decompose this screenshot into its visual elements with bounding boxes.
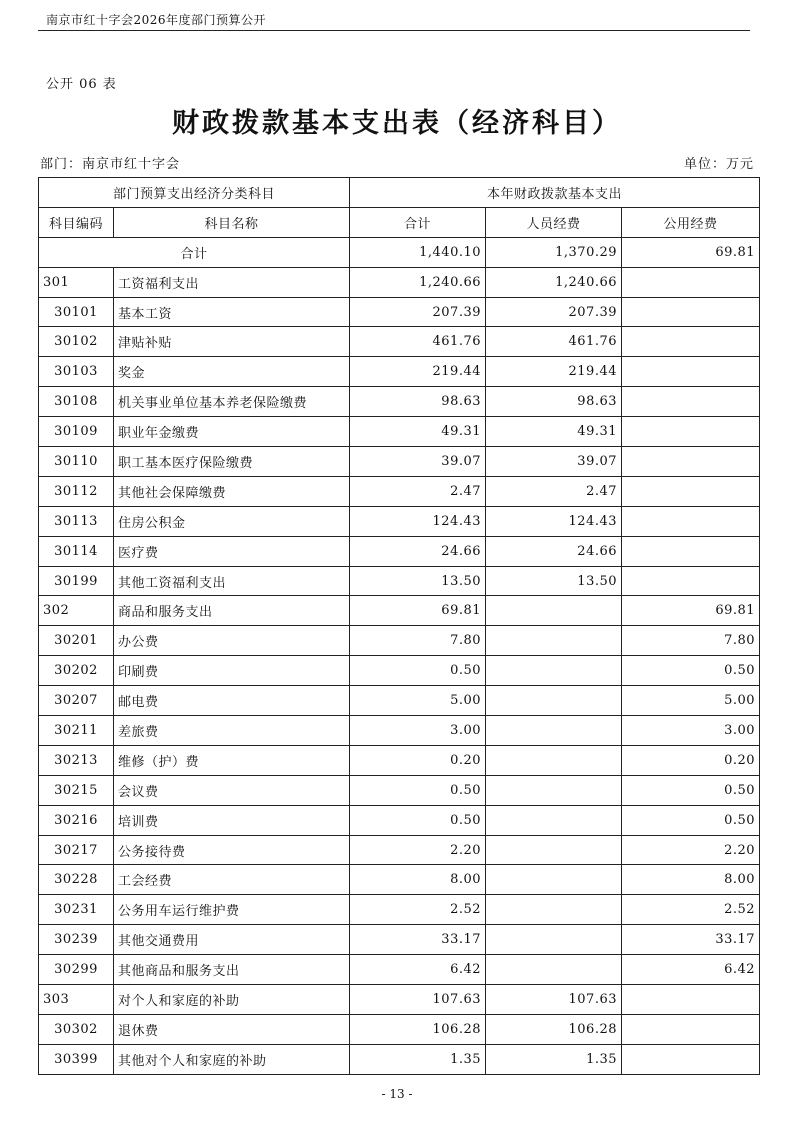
cell-name: 维修（护）费 — [114, 745, 350, 775]
cell-code: 30109 — [39, 417, 114, 447]
table-row — [39, 506, 760, 536]
cell-code: 30213 — [39, 745, 114, 775]
cell-total: 0.50 — [350, 656, 486, 686]
cell-code: 30110 — [39, 447, 114, 477]
cell-public: 0.20 — [622, 745, 760, 775]
cell-public — [622, 985, 760, 1015]
cell-code: 30113 — [39, 506, 114, 536]
cell-total: 98.63 — [350, 387, 486, 417]
cell-code: 30231 — [39, 895, 114, 925]
cell-total: 107.63 — [350, 985, 486, 1015]
cell-code: 30114 — [39, 536, 114, 566]
cell-personnel: 24.66 — [486, 536, 622, 566]
cell-name: 其他工资福利支出 — [114, 566, 350, 596]
cell-total: 1,240.66 — [350, 267, 486, 297]
cell-name: 差旅费 — [114, 716, 350, 746]
cell-name: 住房公积金 — [114, 506, 350, 536]
table-column-header-row — [39, 207, 760, 237]
cell-total: 5.00 — [350, 686, 486, 716]
cell-public — [622, 506, 760, 536]
table-row — [39, 745, 760, 775]
cell-code: 30299 — [39, 955, 114, 985]
group-header-classification: 部门预算支出经济分类科目 — [39, 178, 350, 208]
total-row-personnel: 1,370.29 — [486, 237, 622, 267]
cell-total: 3.00 — [350, 716, 486, 746]
table-row — [39, 626, 760, 656]
table-row — [39, 476, 760, 506]
column-header-code: 科目编码 — [39, 207, 114, 237]
cell-total: 106.28 — [350, 1014, 486, 1044]
page-title: 财政拨款基本支出表（经济科目） — [172, 108, 622, 139]
table-row — [39, 985, 760, 1015]
cell-public: 2.52 — [622, 895, 760, 925]
cell-public: 6.42 — [622, 955, 760, 985]
cell-personnel: 1.35 — [486, 1044, 622, 1074]
table-row — [39, 716, 760, 746]
cell-code: 30102 — [39, 327, 114, 357]
cell-personnel — [486, 925, 622, 955]
cell-code: 30399 — [39, 1044, 114, 1074]
cell-total: 39.07 — [350, 447, 486, 477]
table-row — [39, 447, 760, 477]
cell-personnel — [486, 596, 622, 626]
cell-personnel: 106.28 — [486, 1014, 622, 1044]
cell-public: 69.81 — [622, 596, 760, 626]
group-header-basic-expenditure: 本年财政拨款基本支出 — [350, 178, 760, 208]
cell-name: 公务接待费 — [114, 835, 350, 865]
cell-code: 30108 — [39, 387, 114, 417]
cell-total: 0.50 — [350, 775, 486, 805]
cell-personnel: 98.63 — [486, 387, 622, 417]
table-row — [39, 656, 760, 686]
cell-personnel — [486, 865, 622, 895]
cell-public — [622, 267, 760, 297]
table-row — [39, 327, 760, 357]
table-row — [39, 1014, 760, 1044]
cell-public: 2.20 — [622, 835, 760, 865]
cell-total: 24.66 — [350, 536, 486, 566]
table-row — [39, 387, 760, 417]
cell-code: 30207 — [39, 686, 114, 716]
cell-total: 0.20 — [350, 745, 486, 775]
cell-total: 461.76 — [350, 327, 486, 357]
table-row — [39, 417, 760, 447]
total-row-public: 69.81 — [622, 237, 760, 267]
cell-code: 30215 — [39, 775, 114, 805]
cell-name: 基本工资 — [114, 297, 350, 327]
header-rule — [38, 30, 750, 31]
cell-name: 奖金 — [114, 357, 350, 387]
cell-personnel — [486, 895, 622, 925]
cell-public: 8.00 — [622, 865, 760, 895]
cell-public — [622, 297, 760, 327]
table-row — [39, 536, 760, 566]
cell-public: 0.50 — [622, 656, 760, 686]
cell-public — [622, 536, 760, 566]
cell-total: 8.00 — [350, 865, 486, 895]
cell-personnel: 39.07 — [486, 447, 622, 477]
cell-code: 30211 — [39, 716, 114, 746]
cell-name: 工会经费 — [114, 865, 350, 895]
cell-code: 30302 — [39, 1014, 114, 1044]
table-row — [39, 835, 760, 865]
cell-name: 公务用车运行维护费 — [114, 895, 350, 925]
cell-code: 30101 — [39, 297, 114, 327]
cell-code: 30112 — [39, 476, 114, 506]
cell-personnel: 219.44 — [486, 357, 622, 387]
cell-total: 2.20 — [350, 835, 486, 865]
cell-personnel — [486, 716, 622, 746]
cell-name: 培训费 — [114, 805, 350, 835]
running-header: 南京市红十字会2026年度部门预算公开 — [46, 13, 267, 27]
cell-public: 0.50 — [622, 805, 760, 835]
column-header-total: 合计 — [350, 207, 486, 237]
cell-name: 职业年金缴费 — [114, 417, 350, 447]
cell-total: 49.31 — [350, 417, 486, 447]
column-header-public: 公用经费 — [622, 207, 760, 237]
cell-personnel: 49.31 — [486, 417, 622, 447]
cell-name: 其他社会保障缴费 — [114, 476, 350, 506]
table-row — [39, 895, 760, 925]
cell-code: 30202 — [39, 656, 114, 686]
total-row — [39, 237, 760, 267]
cell-name: 机关事业单位基本养老保险缴费 — [114, 387, 350, 417]
cell-public: 3.00 — [622, 716, 760, 746]
cell-total: 7.80 — [350, 626, 486, 656]
cell-code: 30228 — [39, 865, 114, 895]
cell-public: 5.00 — [622, 686, 760, 716]
cell-total: 207.39 — [350, 297, 486, 327]
cell-personnel: 2.47 — [486, 476, 622, 506]
cell-personnel — [486, 775, 622, 805]
cell-name: 会议费 — [114, 775, 350, 805]
cell-total: 69.81 — [350, 596, 486, 626]
cell-personnel: 207.39 — [486, 297, 622, 327]
table-group-header-row — [39, 178, 760, 208]
cell-public: 7.80 — [622, 626, 760, 656]
cell-total: 0.50 — [350, 805, 486, 835]
cell-public — [622, 417, 760, 447]
total-row-label: 合计 — [39, 237, 350, 267]
cell-personnel: 107.63 — [486, 985, 622, 1015]
cell-code: 30201 — [39, 626, 114, 656]
cell-personnel — [486, 656, 622, 686]
cell-code: 301 — [39, 267, 114, 297]
cell-public — [622, 357, 760, 387]
cell-name: 印刷费 — [114, 656, 350, 686]
table-row — [39, 805, 760, 835]
cell-total: 2.47 — [350, 476, 486, 506]
cell-name: 医疗费 — [114, 536, 350, 566]
table-row — [39, 267, 760, 297]
unit-label: 单位：万元 — [683, 157, 754, 172]
page-number: - 13 - — [381, 1087, 413, 1101]
cell-name: 商品和服务支出 — [114, 596, 350, 626]
cell-name: 对个人和家庭的补助 — [114, 985, 350, 1015]
cell-personnel: 124.43 — [486, 506, 622, 536]
cell-code: 30216 — [39, 805, 114, 835]
cell-personnel — [486, 745, 622, 775]
cell-personnel — [486, 626, 622, 656]
table-row — [39, 1044, 760, 1074]
cell-total: 6.42 — [350, 955, 486, 985]
cell-public — [622, 1044, 760, 1074]
cell-personnel: 13.50 — [486, 566, 622, 596]
department-label: 部门：南京市红十字会 — [40, 157, 181, 172]
table-row — [39, 297, 760, 327]
cell-public: 33.17 — [622, 925, 760, 955]
table-row — [39, 566, 760, 596]
cell-code: 303 — [39, 985, 114, 1015]
cell-total: 124.43 — [350, 506, 486, 536]
cell-total: 13.50 — [350, 566, 486, 596]
cell-personnel: 461.76 — [486, 327, 622, 357]
table-row — [39, 925, 760, 955]
cell-public — [622, 1014, 760, 1044]
cell-public — [622, 447, 760, 477]
table-row — [39, 955, 760, 985]
cell-personnel: 1,240.66 — [486, 267, 622, 297]
cell-personnel — [486, 955, 622, 985]
cell-name: 职工基本医疗保险缴费 — [114, 447, 350, 477]
column-header-personnel: 人员经费 — [486, 207, 622, 237]
cell-code: 30103 — [39, 357, 114, 387]
cell-name: 其他商品和服务支出 — [114, 955, 350, 985]
column-header-name: 科目名称 — [114, 207, 350, 237]
cell-name: 津贴补贴 — [114, 327, 350, 357]
cell-code: 30217 — [39, 835, 114, 865]
cell-name: 其他交通费用 — [114, 925, 350, 955]
cell-public — [622, 327, 760, 357]
cell-public: 0.50 — [622, 775, 760, 805]
table-row — [39, 596, 760, 626]
cell-code: 30199 — [39, 566, 114, 596]
cell-code: 30239 — [39, 925, 114, 955]
cell-name: 其他对个人和家庭的补助 — [114, 1044, 350, 1074]
cell-name: 工资福利支出 — [114, 267, 350, 297]
cell-code: 302 — [39, 596, 114, 626]
table-number: 公开 06 表 — [46, 77, 117, 92]
cell-total: 2.52 — [350, 895, 486, 925]
cell-public — [622, 476, 760, 506]
table-row — [39, 686, 760, 716]
table-row — [39, 775, 760, 805]
cell-name: 办公费 — [114, 626, 350, 656]
table-row — [39, 865, 760, 895]
cell-public — [622, 387, 760, 417]
cell-name: 退休费 — [114, 1014, 350, 1044]
cell-total: 1.35 — [350, 1044, 486, 1074]
cell-name: 邮电费 — [114, 686, 350, 716]
table-row — [39, 357, 760, 387]
total-row-total: 1,440.10 — [350, 237, 486, 267]
cell-public — [622, 566, 760, 596]
cell-personnel — [486, 835, 622, 865]
cell-personnel — [486, 686, 622, 716]
cell-total: 219.44 — [350, 357, 486, 387]
cell-personnel — [486, 805, 622, 835]
cell-total: 33.17 — [350, 925, 486, 955]
budget-table — [38, 177, 760, 1075]
